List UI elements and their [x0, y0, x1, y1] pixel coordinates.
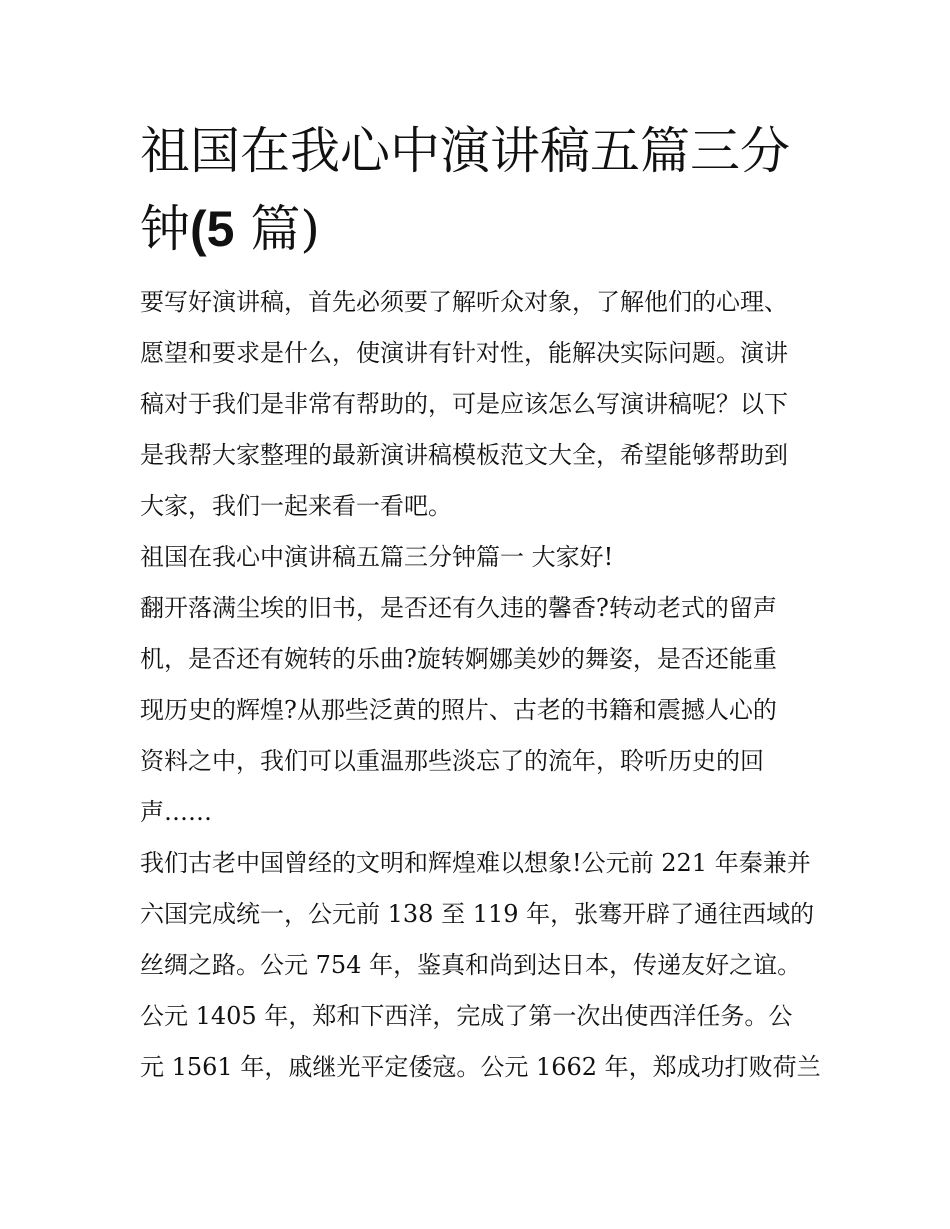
- body-line: 六国完成统一，公元前 138 至 119 年，张骞开辟了通往西域的: [140, 900, 815, 928]
- title-line-2-number: (5: [190, 201, 235, 257]
- body-line: 愿望和要求是什么，使演讲有针对性，能解决实际问题。演讲: [140, 339, 788, 367]
- body-line: 机，是否还有婉转的乐曲?旋转婀娜美妙的舞姿，是否还能重: [140, 645, 777, 673]
- body-line: 要写好演讲稿，首先必须要了解听众对象，了解他们的心理、: [140, 288, 788, 316]
- section-heading-line: 祖国在我心中演讲稿五篇三分钟篇一 大家好!: [140, 543, 614, 571]
- body-line: 大家，我们一起来看一看吧。: [140, 492, 452, 520]
- body-line: 公元 1405 年，郑和下西洋，完成了第一次出使西洋任务。公: [140, 1002, 793, 1030]
- body-line: 是我帮大家整理的最新演讲稿模板范文大全，希望能够帮助到: [140, 441, 788, 469]
- body-line: 元 1561 年，戚继光平定倭寇。公元 1662 年，郑成功打败荷兰: [140, 1053, 821, 1081]
- body-line: 丝绸之路。公元 754 年，鉴真和尚到达日本，传递友好之谊。: [140, 951, 802, 979]
- title-line-2-prefix: 钟: [140, 200, 190, 258]
- body-line: 稿对于我们是非常有帮助的，可是应该怎么写演讲稿呢？以下: [140, 390, 788, 418]
- document-title: [140, 112, 820, 268]
- body-line: 声……: [140, 798, 212, 826]
- title-line-2-suffix: 篇): [250, 200, 320, 258]
- document-body: [140, 277, 820, 1093]
- title-line-1: 祖国在我心中演讲稿五篇三分: [140, 122, 790, 180]
- body-line: 翻开落满尘埃的旧书，是否还有久违的馨香?转动老式的留声: [140, 594, 777, 622]
- body-line: 资料之中，我们可以重温那些淡忘了的流年，聆听历史的回: [140, 747, 764, 775]
- body-line: 现历史的辉煌?从那些泛黄的照片、古老的书籍和震撼人心的: [140, 696, 777, 724]
- body-line: 我们古老中国曾经的文明和辉煌难以想象!公元前 221 年秦兼并: [140, 849, 811, 877]
